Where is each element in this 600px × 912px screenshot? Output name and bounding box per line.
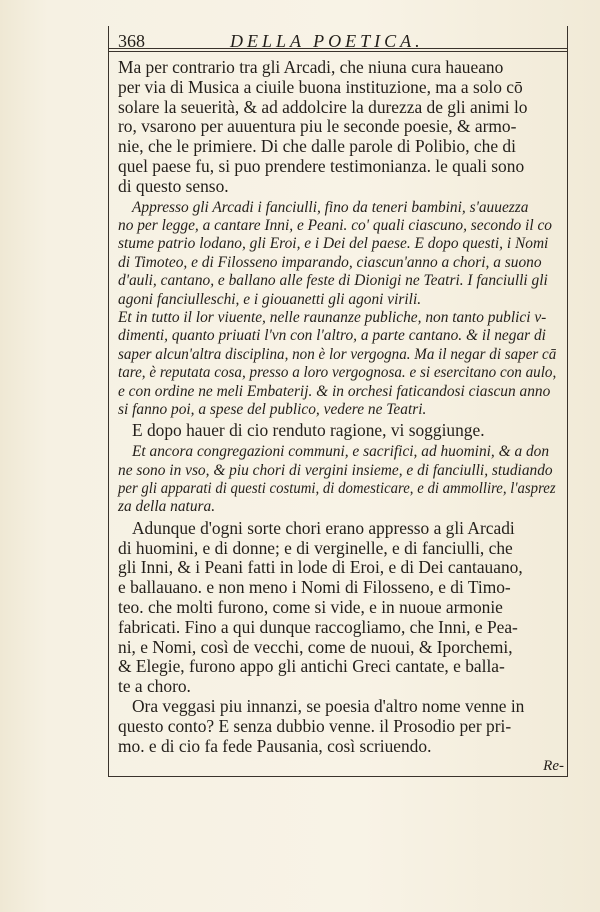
paragraph: [118, 58, 556, 197]
text-line: gli Inni, & i Peani fatti in lode di Eroi, e di Dei cantauano,: [118, 557, 523, 578]
text-line: di questo senso.: [118, 175, 229, 196]
paragraph: [118, 697, 556, 756]
text-line: Ma per contrario tra gli Arcadi, che niuna cura haueano: [118, 57, 504, 77]
page-number: 368: [118, 31, 145, 51]
text-line: teo. che molti furono, come si vide, e in nuoue armonie: [118, 597, 503, 618]
page-footer: [118, 758, 564, 778]
text-line: za della natura.: [118, 498, 216, 516]
catchword: Re-: [543, 758, 564, 774]
text-line: quel paese fu, si puo prendere testimonianza. le quali sono: [118, 155, 525, 176]
running-head: DELLA POETICA.: [230, 31, 424, 51]
text-line: saper alcun'altra disciplina, non è lor vergogna. Ma il negar di saper cā: [118, 345, 557, 363]
text-line: per gli apparati di questi costumi, di domesticare, e di ammollire, l'asprez: [118, 480, 556, 498]
text-line: stume patrio lodano, gli Eroi, e i Dei del paese. E dopo questi, i Nomi: [118, 235, 549, 253]
text-line: dimenti, quanto priuati l'vn con l'altro, a parte cantano. & il negar di: [118, 327, 546, 345]
text-line: di huomini, e di donne; e di verginelle, e di fanciulli, che: [118, 537, 513, 558]
text-line: mo. e di cio fa fede Pausania, così scriuendo.: [118, 735, 432, 756]
text-line: Appresso gli Arcadi i fanciulli, fino da teneri bambini, s'auuezza: [132, 198, 529, 216]
text-line: Ora veggasi piu innanzi, se poesia d'altro nome venne in: [132, 696, 525, 717]
page-header: [118, 31, 570, 55]
text-line: Adunque d'ogni sorte chori erano appresso a gli Arcadi: [132, 517, 515, 538]
text-line: ni, e Nomi, così de vecchi, come de nuoui, & Iporchemi,: [118, 636, 513, 657]
text-line: & Elegie, furono appo gli antichi Greci cantate, e balla-: [118, 656, 505, 677]
text-line: fabricati. Fino a qui dunque raccogliamo, che Inni, e Pea-: [118, 616, 518, 637]
text-line: d'auli, cantano, e ballano alle feste di Dionigi ne Teatri. I fanciulli gli: [118, 272, 548, 290]
text-line: Et ancora congregazioni communi, e sacrifici, ad huomini, & a don: [132, 443, 550, 461]
text-line: no per legge, a cantare Inni, e Peani. co' quali ciascuno, secondo il co: [118, 216, 552, 234]
text-line: solare la seuerità, & ad addolcire la durezza de gli animi lo: [118, 96, 528, 117]
text-line: agoni fanciulleschi, e i giouanetti gli agoni virili.: [118, 290, 422, 308]
text-line: te a choro.: [118, 676, 191, 697]
quoted-passage: [118, 443, 556, 517]
text-line: e ballauano. e non meno i Nomi di Filosseno, e di Timo-: [118, 577, 511, 598]
text-line: nie, che le primiere. Di che dalle parole di Polibio, che di: [118, 136, 516, 157]
text-line: E dopo hauer di cio renduto ragione, vi soggiunge.: [132, 420, 485, 441]
text-line: Et in tutto il lor viuente, nelle raunanze publiche, non tanto publici v-: [118, 309, 547, 327]
text-line: di Timoteo, e di Filosseno imparando, ciascun'anno a chori, a suono: [118, 253, 542, 271]
text-line: tare, è reputata cosa, presso a loro vergognosa. e si esercitano con aulo,: [118, 364, 557, 382]
text-line: questo conto? E senza dubbio venne. il Prosodio per pri-: [118, 715, 512, 736]
text-line: per via di Musica a ciuile buona instituzione, ma a solo cō: [118, 76, 523, 97]
paragraph: [118, 421, 556, 441]
quoted-passage: [118, 199, 556, 420]
body-text: [118, 58, 556, 756]
paragraph: [118, 519, 556, 697]
text-line: ro, vsarono per auuentura piu le seconde poesie, & armo-: [118, 116, 517, 137]
text-line: si fanno poi, a spese del publico, vedere ne Teatri.: [118, 401, 427, 419]
text-line: ne sono in vso, & piu chori di vergini insieme, e di fanciulli, studiando: [118, 461, 553, 479]
text-line: e con ordine ne meli Embaterij. & in orchesi faticandosi ciascun anno: [118, 382, 551, 400]
